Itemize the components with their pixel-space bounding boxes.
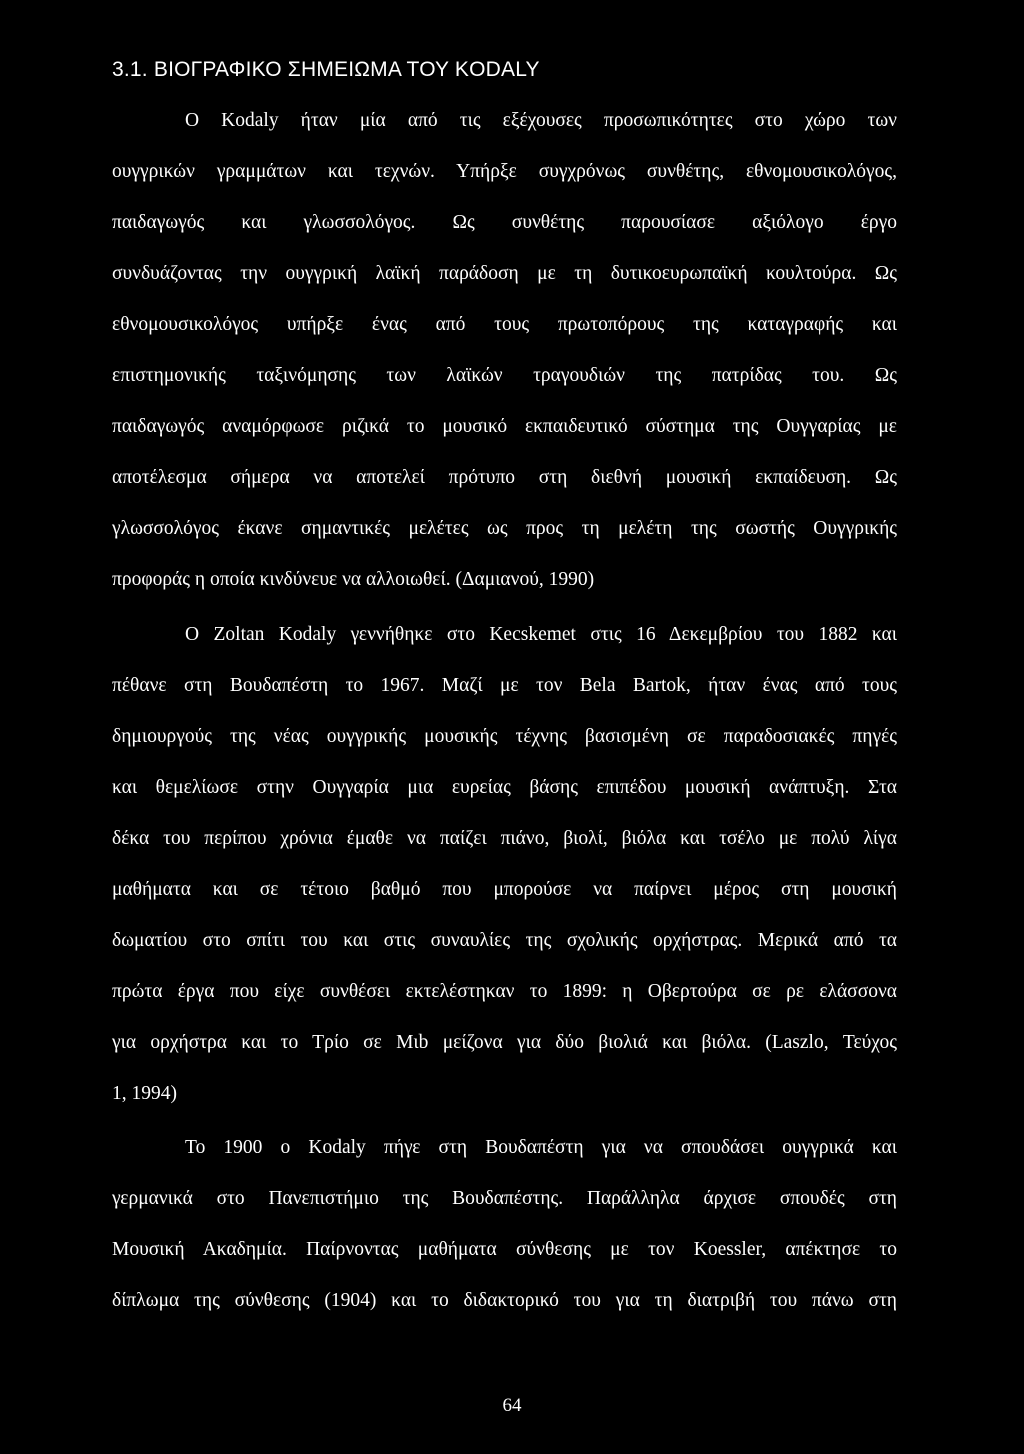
text-line: δέκα του περίπου χρόνια έμαθε να παίζει πιάνο, βιολί, βιόλα και τσέλο με πολύ λίγα bbox=[112, 828, 897, 849]
text-line: επιστημονικής ταξινόμησης των λαϊκών τραγουδιών της πατρίδας του. Ως bbox=[112, 365, 897, 386]
text-line: Ο Kodaly ήταν μία από τις εξέχουσες προσωπικότητες στο χώρο των bbox=[185, 110, 897, 131]
paragraph-early-life bbox=[112, 609, 897, 1119]
text-line: Μουσική Ακαδημία. Παίρνοντας μαθήματα σύνθεσης με τον Koessler, απέκτησε το bbox=[112, 1239, 897, 1260]
text-line: πέθανε στη Βουδαπέστη το 1967. Μαζί με τον Bela Bartok, ήταν ένας από τους bbox=[112, 675, 897, 696]
text-line: προφοράς η οποία κινδύνευε να αλλοιωθεί. (Δαμιανού, 1990) bbox=[112, 569, 595, 590]
text-line: γερμανικά στο Πανεπιστήμιο της Βουδαπέστης. Παράλληλα άρχισε σπουδές στη bbox=[112, 1188, 897, 1209]
text-line: παιδαγωγός αναμόρφωσε ριζικά το μουσικό εκπαιδευτικό σύστημα της Ουγγαρίας με bbox=[112, 416, 897, 437]
text-line: μαθήματα και σε τέτοιο βαθμό που μπορούσε να παίρνει μέρος στη μουσική bbox=[112, 879, 897, 900]
text-line: δημιουργούς της νέας ουγγρικής μουσικής τέχνης βασισμένη σε παραδοσιακές πηγές bbox=[112, 726, 897, 747]
text-line: πρώτα έργα που είχε συνθέσει εκτελέστηκαν το 1899: η Οβερτούρα σε ρε ελάσσονα bbox=[112, 981, 897, 1002]
text-line: εθνομουσικολόγος υπήρξε ένας από τους πρωτοπόρους της καταγραφής και bbox=[112, 314, 897, 335]
text-line: ουγγρικών γραμμάτων και τεχνών. Υπήρξε συγχρόνως συνθέτης, εθνομουσικολόγος, bbox=[112, 161, 897, 182]
text-line: δίπλωμα της σύνθεσης (1904) και το διδακτορικό του για τη διατριβή του πάνω στη bbox=[112, 1290, 897, 1311]
text-line: για ορχήστρα και το Τρίο σε Μιb μείζονα για δύο βιολιά και βιόλα. (Laszlo, Τεύχος bbox=[112, 1032, 897, 1053]
page-number: 64 bbox=[502, 1395, 522, 1416]
text-line: δωματίου στο σπίτι του και στις συναυλίες της σχολικής ορχήστρας. Μερικά από τα bbox=[112, 930, 897, 951]
section-heading: 3.1. ΒΙΟΓΡΑΦΙΚΟ ΣΗΜΕΙΩΜΑ ΤΟΥ KODALY bbox=[112, 58, 540, 81]
text-line: συνδυάζοντας την ουγγρική λαϊκή παράδοση με τη δυτικοευρωπαϊκή κουλτούρα. Ως bbox=[112, 263, 897, 284]
text-line: Ο Zoltan Kodaly γεννήθηκε στο Kecskemet στις 16 Δεκεμβρίου του 1882 και bbox=[185, 624, 897, 645]
text-line: Το 1900 ο Kodaly πήγε στη Βουδαπέστη για να σπουδάσει ουγγρικά και bbox=[185, 1137, 897, 1158]
text-line: αποτέλεσμα σήμερα να αποτελεί πρότυπο στη διεθνή μουσική εκπαίδευση. Ως bbox=[112, 467, 897, 488]
paragraph-biography-intro bbox=[112, 95, 897, 605]
text-line: γλωσσολόγος έκανε σημαντικές μελέτες ως προς τη μελέτη της σωστής Ουγγρικής bbox=[112, 518, 897, 539]
text-line: 1, 1994) bbox=[112, 1083, 177, 1104]
paragraph-studies bbox=[112, 1122, 897, 1326]
text-line: και θεμελίωσε στην Ουγγαρία μια ευρείας βάσης επιπέδου μουσική ανάπτυξη. Στα bbox=[112, 777, 897, 798]
text-line: παιδαγωγός και γλωσσολόγος. Ως συνθέτης παρουσίασε αξιόλογο έργο bbox=[112, 212, 897, 233]
